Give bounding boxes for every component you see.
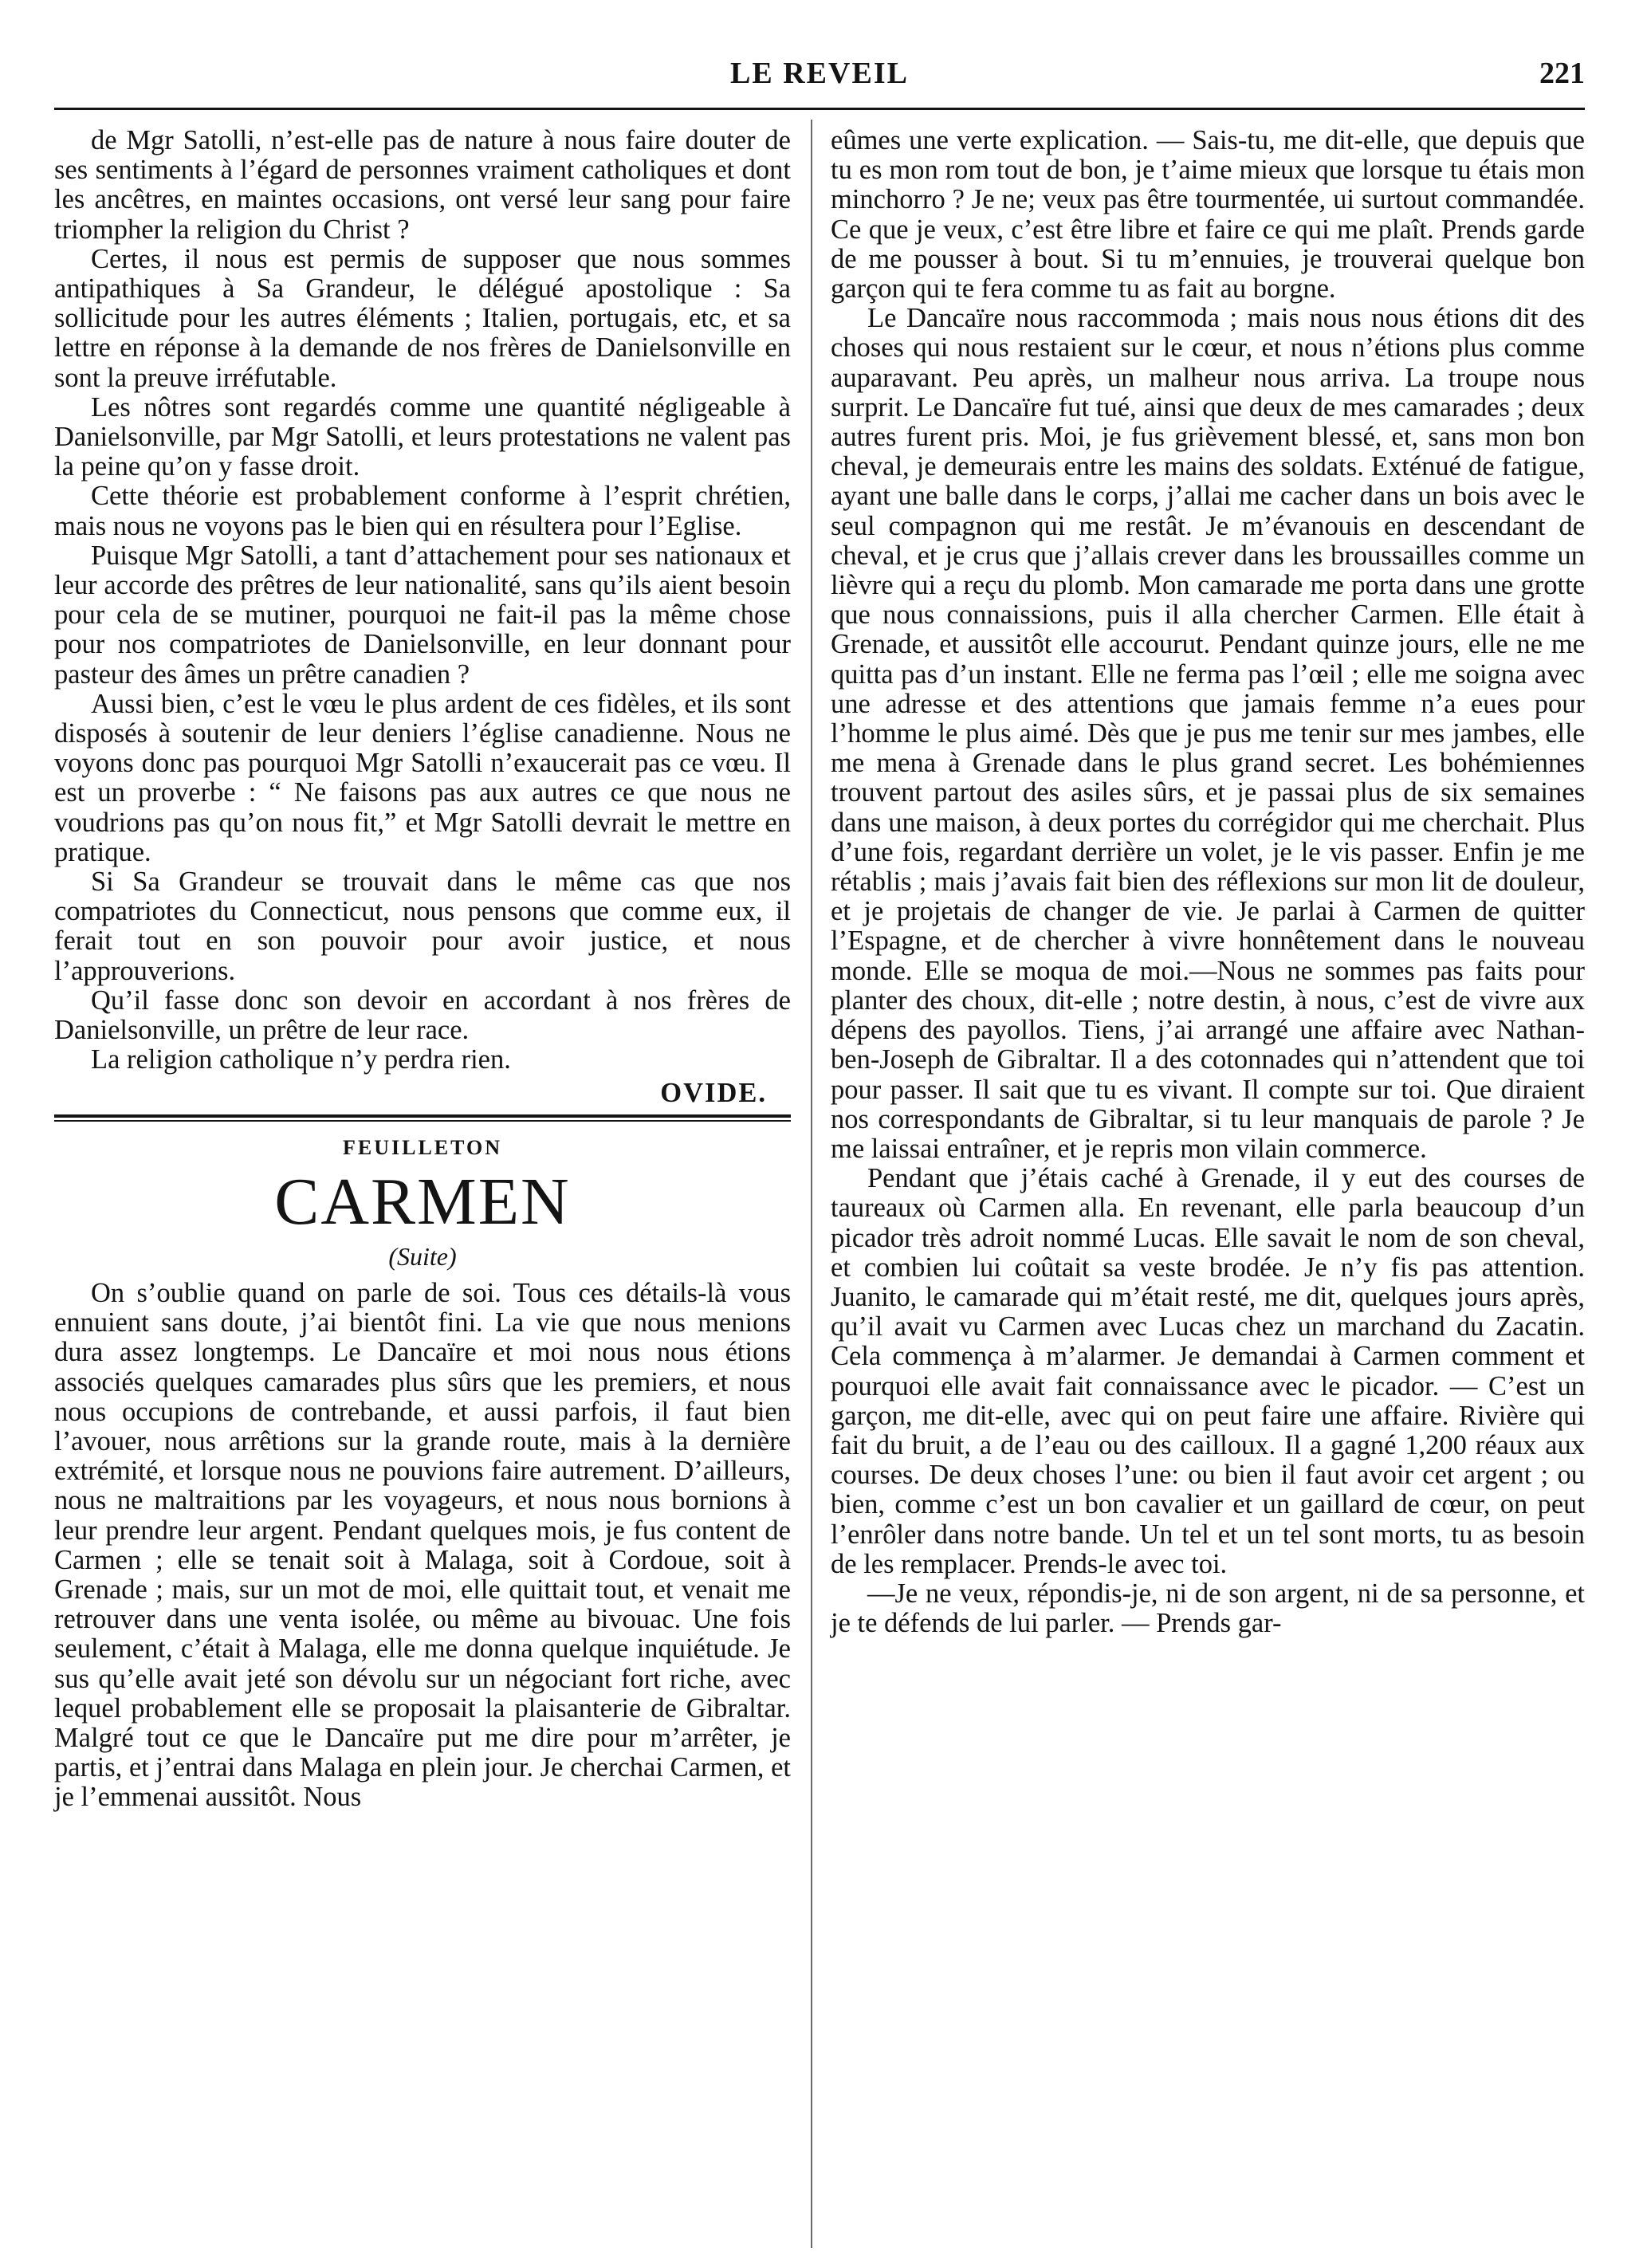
article-paragraph: Puisque Mgr Satolli, a tant d’attachement pour ses nationaux et leur accorde des prêtres de leur nationalité, sans qu’ils aient besoin pour cela de se mutiner, pourquoi ne fait-il pas la même chose pour nos compatriotes de Danielsonville, en leur donnant pour pasteur des âmes un prêtre canadien ? (54, 540, 791, 690)
article-paragraph: La religion catholique n’y perdra rien. (91, 1044, 511, 1075)
article-paragraph: Qu’il fasse donc son devoir en accordant à nos frères de Danielsonville, un prêtre de leur race. (54, 985, 791, 1046)
article-paragraph: de Mgr Satolli, n’est-elle pas de nature à nous faire douter de ses sentiments à l’égard de personnes vraiment catholiques et dont les ancêtres, en maintes occasions, ont versé leur sang pour faire triompher la religion du Christ ? (54, 125, 791, 245)
page-number: 221 (1539, 57, 1585, 90)
section-divider (54, 1114, 791, 1122)
column-divider (811, 120, 812, 2248)
right-column (831, 126, 1585, 1638)
feuilleton-paragraph: —Je ne veux, répondis-je, ni de son argent, ni de sa personne, et je te défends de lui parler. — Prends gar- (831, 1578, 1585, 1639)
article-paragraph: Les nôtres sont regardés comme une quantité négligeable à Danielsonville, par Mgr Satolli, et leurs protestations ne valent pas la peine qu’on y fasse droit. (54, 391, 791, 482)
page-header (54, 51, 1585, 102)
feuilleton-title: CARMEN (274, 1164, 571, 1239)
feuilleton-paragraph: eûmes une verte explication. — Sais-tu, me dit-elle, que depuis que tu es mon rom tout de bon, je t’aime mieux que lorsque tu étais mon minchorro ? Je ne; veux pas être tourmentée, ui surtout commandée. Ce que je veux, c’est être libre et faire ce qui me plaît. Prends garde de me pousser à bout. Si tu m’ennuies, je trouverai quelque bon garçon qui te fera comme tu as fait au borgne. (831, 125, 1585, 305)
feuilleton-subtitle: (Suite) (388, 1241, 457, 1271)
journal-title: LE REVEIL (730, 57, 909, 90)
article-paragraph: Si Sa Grandeur se trouvait dans le même cas que nos compatriotes du Connecticut, nous pensons que comme eux, il ferait tout en son pouvoir pour avoir justice, et nous l’approuverions. (54, 867, 791, 986)
article-paragraph: Cette théorie est probablement conforme à l’esprit chrétien, mais nous ne voyons pas le bien qui en résultera pour l’Eglise. (54, 481, 791, 541)
article-paragraph: Certes, il nous est permis de supposer que nous sommes antipathiques à Sa Grandeur, le délégué apostolique : Sa sollicitude pour les autres éléments ; Italien, portugais, etc, et sa lettre en réponse à la demande de nos frères de Danielsonville en sont la preuve irréfutable. (54, 243, 791, 393)
author-signature: OVIDE. (660, 1077, 767, 1108)
feuilleton-paragraph: On s’oublie quand on parle de soi. Tous ces détails-là vous ennuient sans doute, j’ai bientôt fini. La vie que nous menions dura assez longtemps. Le Dancaïre et moi nous nous étions associés quelques camarades plus sûrs que les premiers, et nous nous occupions de contrebande, et aussi parfois, il faut bien l’avouer, nous arrêtions sur la grande route, mais à la dernière extrémité, et lorsque nous ne pouvions faire autrement. D’ailleurs, nous ne maltraitions par les voyageurs, et nous nous bornions à leur prendre leur argent. Pendant quelques mois, je fus content de Carmen ; elle se tenait soit à Malaga, soit à Cordoue, soit à Grenade ; mais, sur un mot de moi, elle quittait tout, et venait me retrouver dans une venta isolée, ou même au bivouac. Une fois seulement, c’était à Malaga, elle me donna quelque inquiétude. Je sus qu’elle avait jeté son dévolu sur un négociant fort riche, avec lequel probablement elle se proposait la plaisanterie de Gibraltar. Malgré tout ce que le Dancaïre put me dire pour m’arrêter, je partis, et j’entrai dans Malaga en plein jour. Je cherchai Carmen, et je l’emmenai aussitôt. Nous (54, 1277, 791, 1813)
left-column (54, 126, 791, 1813)
article-paragraph: Aussi bien, c’est le vœu le plus ardent de ces fidèles, et ils sont disposés à soutenir de leur deniers l’église canadienne. Nous ne voyons donc pas pourquoi Mgr Satolli n’exaucerait pas ce vœu. Il est un proverbe : “ Ne faisons pas aux autres ce que nous ne voudrions pas qu’on nous fit,” et Mgr Satolli devrait le mettre en pratique. (54, 688, 791, 867)
feuilleton-paragraph: Le Dancaïre nous raccommoda ; mais nous nous étions dit des choses qui nous restaient sur le cœur, et nous n’étions plus comme auparavant. Peu après, un malheur nous arriva. La troupe nous surprit. Le Dancaïre fut tué, ainsi que deux de mes camarades ; deux autres furent pris. Moi, je fus grièvement blessé, et, sans mon bon cheval, je demeurais entre les mains des soldats. Exténué de fatigue, ayant une balle dans le corps, j’allai me cacher dans un bois avec le seul compagnon qui me restât. Je m’évanouis en descendant de cheval, et je crus que j’allais crever dans les broussailles comme un lièvre qui a reçu du plomb. Mon camarade me porta dans une grotte que nous connaissions, puis il alla chercher Carmen. Elle était à Grenade, et aussitôt elle accourut. Pendant quinze jours, elle ne me quitta pas d’un instant. Elle ne ferma pas l’œil ; elle me soigna avec une adresse et des attentions que jamais femme n’a eues pour l’homme le plus aimé. Dès que je pus me tenir sur mes jambes, elle me mena à Grenade dans le plus grand secret. Les bohémiennes trouvent partout des asiles sûrs, et je passai plus de six semaines dans une maison, à deux portes du corrégidor qui me cherchait. Plus d’une fois, regardant derrière un volet, je le vis passer. Enfin je me rétablis ; mais j’avais fait bien des réflexions sur mon lit de douleur, et je projetais de changer de vie. Je parlai à Carmen de quitter l’Espagne, et de chercher à vivre honnêtement dans le nouveau monde. Elle se moqua de moi.—Nous ne sommes pas faits pour planter des choux, dit-elle ; notre destin, à nous, c’est de vivre aux dépens des payollos. Tiens, j’ai arrangé une affaire avec Nathan-ben-Joseph de Gibraltar. Il a des cotonnades qui n’attendent que toi pour passer. Il sait que tu es vivant. Il compte sur toi. Que diraient nos correspondants de Gibraltar, si tu leur manquais de parole ? Je me laissai entraîner, et je repris mon vilain commerce. (831, 303, 1585, 1164)
header-rule (54, 108, 1585, 110)
feuilleton-label: FEUILLETON (342, 1135, 502, 1159)
feuilleton-paragraph: Pendant que j’étais caché à Grenade, il y eut des courses de taureaux où Carmen alla. En revenant, elle parla beaucoup d’un picador très adroit nommé Lucas. Elle savait le nom de son cheval, et combien lui coûtait sa veste brodée. Je n’y fis pas attention. Juanito, le camarade qui m’était resté, me dit, quelques jours après, qu’il avait vu Carmen avec Lucas chez un marchand du Zacatin. Cela commença à m’alarmer. Je demandai à Carmen comment et pourquoi elle avait fait connaissance avec le picador. — C’est un garçon, me dit-elle, avec qui on peut faire une affaire. Rivière qui fait du bruit, a de l’eau ou des cailloux. Il a gagné 1,200 réaux aux courses. De deux choses l’une: ou bien il faut avoir cet argent ; ou bien, comme c’est un bon cavalier et un gaillard de cœur, on peut l’enrôler dans notre bande. Un tel et un tel sont morts, tu as besoin de les remplacer. Prends-le avec toi. (831, 1163, 1585, 1579)
